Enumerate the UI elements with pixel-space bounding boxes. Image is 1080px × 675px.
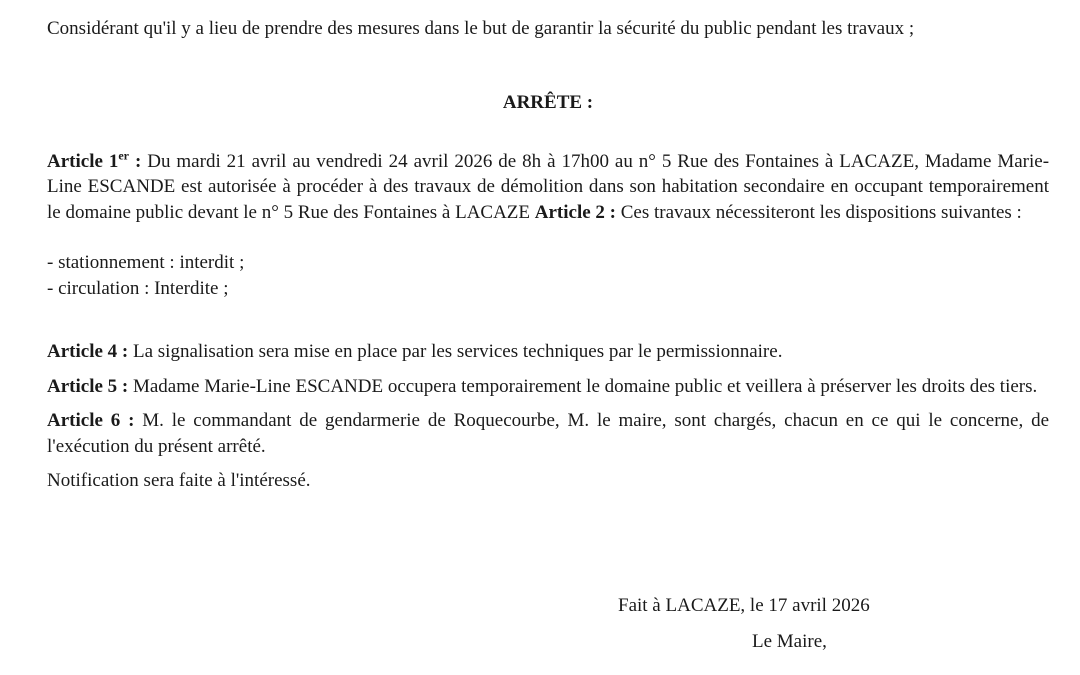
article-2-label: Article 2 : (534, 201, 616, 223)
article-1-superscript: er (118, 148, 130, 163)
notification-line: Notification sera faite à l'intéressé. (47, 470, 311, 491)
article-6-label: Article 6 : (47, 410, 135, 431)
article-1-paragraph (47, 149, 1049, 226)
disposition-item: - stationnement : interdit ; (47, 252, 245, 273)
article-6-paragraph (47, 408, 1049, 459)
signatory-title: Le Maire, (752, 631, 827, 652)
article-4-text: La signalisation sera mise en place par les services techniques par le permissionnaire. (128, 341, 783, 362)
article-1-text: Du mardi 21 avril au vendredi 24 avril 2026 de 8h à 17h00 au n° 5 Rue des Fontaines à LACAZE, Madame Marie-Line ESCANDE est autorisée à procéder à des travaux de démolition dans son habitation secondaire en occupant temporairement le domaine public devant le n° 5 Rue des Fontaines à LACAZE (47, 150, 1050, 223)
considerant-paragraph: Considérant qu'il y a lieu de prendre des mesures dans le but de garantir la sécurité du public pendant les travaux ; (47, 18, 915, 39)
article-2-text: Ces travaux nécessiteront les dispositions suivantes : (616, 201, 1022, 223)
signature-place-date: Fait à LACAZE, le 17 avril 2026 (618, 595, 870, 616)
dispositions-list (47, 250, 1049, 301)
article-6-text: M. le commandant de gendarmerie de Roquecourbe, M. le maire, sont chargés, chacun en ce qui le concerne, de l'exécution du présent arrêté. (47, 410, 1050, 457)
article-4-label: Article 4 : (47, 341, 129, 362)
decree-title: ARRÊTE : (502, 91, 594, 113)
article-4-paragraph (47, 339, 1049, 365)
disposition-item: - circulation : Interdite ; (47, 277, 229, 299)
article-5-text: Madame Marie-Line ESCANDE occupera temporairement le domaine public et veillera à préserver les droits des tiers. (128, 375, 1038, 397)
article-1-label: Article 1er : (47, 148, 142, 172)
article-5-paragraph (47, 374, 1049, 400)
article-5-label: Article 5 : (47, 375, 129, 397)
document-body (47, 16, 1049, 494)
